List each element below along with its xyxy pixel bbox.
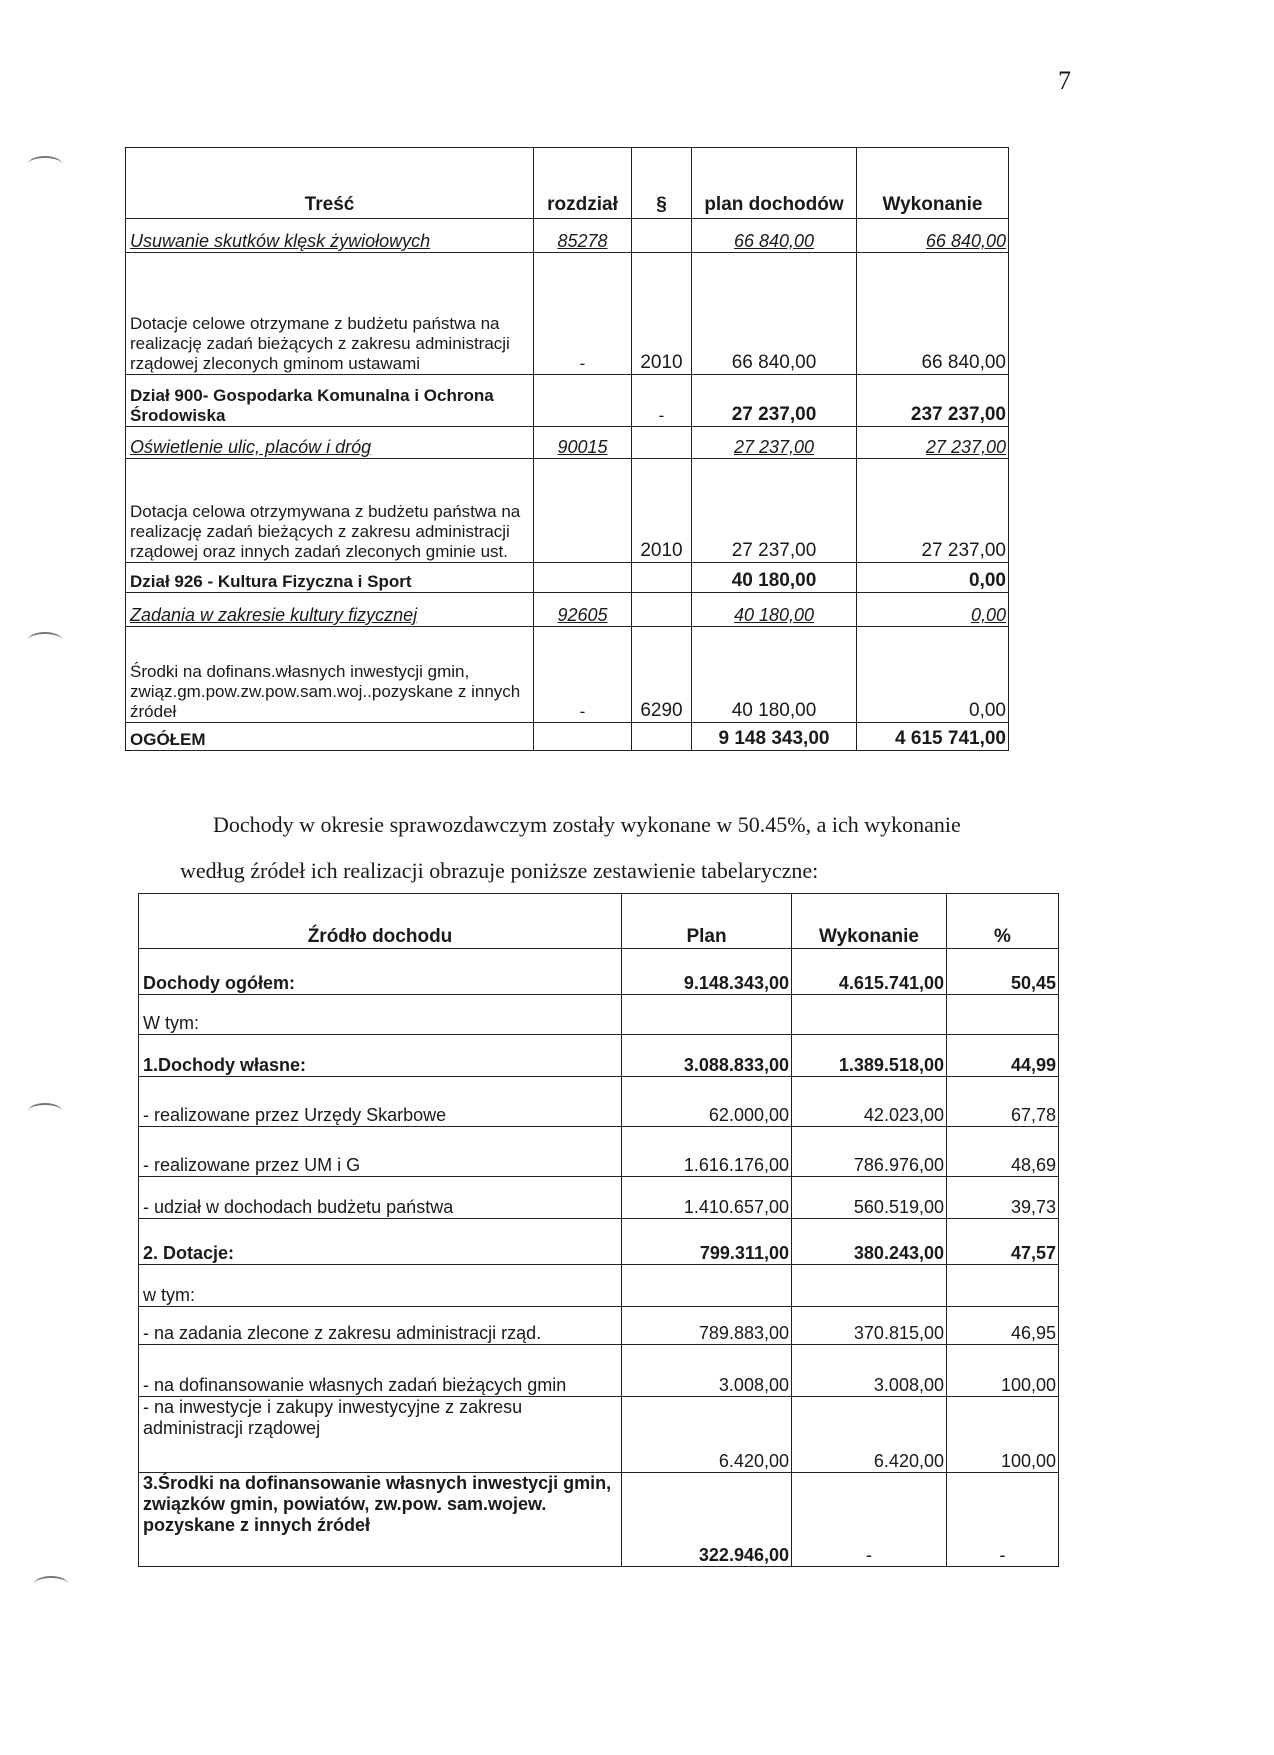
row-procent: 39,73 — [947, 1177, 1059, 1219]
row-wykonanie: 0,00 — [857, 627, 1009, 723]
header-procent: % — [947, 894, 1059, 949]
table-row — [126, 627, 1009, 723]
row-plan — [622, 1265, 792, 1307]
row-procent: 44,99 — [947, 1035, 1059, 1077]
row-plan: 66 840,00 — [692, 253, 857, 375]
row-wykonanie: 4 615 741,00 — [857, 723, 1009, 751]
row-zrodlo: W tym: — [139, 995, 622, 1035]
row-tresc: Oświetlenie ulic, placów i dróg — [126, 427, 534, 459]
row-tresc: Dział 926 - Kultura Fizyczna i Sport — [126, 563, 534, 593]
row-zrodlo: Dochody ogółem: — [139, 949, 622, 995]
binder-mark — [28, 632, 62, 648]
row-wykonanie — [792, 995, 947, 1035]
row-procent: 47,57 — [947, 1219, 1059, 1265]
row-rozdzial: - — [534, 627, 632, 723]
row-zrodlo: 2. Dotacje: — [139, 1219, 622, 1265]
row-plan: 9.148.343,00 — [622, 949, 792, 995]
table-total-row — [126, 723, 1009, 751]
page-number: 7 — [1058, 66, 1071, 95]
row-paragraf — [632, 593, 692, 627]
table-row — [126, 459, 1009, 563]
row-plan: 6.420,00 — [622, 1397, 792, 1473]
table-row — [139, 1177, 1059, 1219]
binder-mark — [28, 156, 62, 172]
table-row — [139, 1307, 1059, 1345]
row-wykonanie: 1.389.518,00 — [792, 1035, 947, 1077]
row-plan: 27 237,00 — [692, 375, 857, 427]
row-tresc: OGÓŁEM — [126, 723, 534, 751]
row-plan: 789.883,00 — [622, 1307, 792, 1345]
summary-paragraph-line-1: Dochody w okresie sprawozdawczym zostały wykonane w 50.45%, a ich wykonanie — [213, 812, 961, 837]
row-wykonanie: 786.976,00 — [792, 1127, 947, 1177]
row-zrodlo: - na inwestycje i zakupy inwestycyjne z zakresu administracji rządowej — [139, 1397, 622, 1473]
row-rozdzial: 90015 — [534, 427, 632, 459]
table-header-row — [126, 148, 1009, 219]
table-row — [139, 1035, 1059, 1077]
row-plan: 40 180,00 — [692, 593, 857, 627]
table-row — [126, 253, 1009, 375]
binder-mark — [34, 1576, 68, 1592]
row-plan: 322.946,00 — [622, 1473, 792, 1567]
row-wykonanie: 4.615.741,00 — [792, 949, 947, 995]
row-rozdzial: 85278 — [534, 219, 632, 253]
row-wykonanie: 0,00 — [857, 563, 1009, 593]
row-wykonanie: 27 237,00 — [857, 459, 1009, 563]
row-procent: 46,95 — [947, 1307, 1059, 1345]
header-wykonanie: Wykonanie — [792, 894, 947, 949]
table-header-row — [139, 894, 1059, 949]
table-row — [139, 1219, 1059, 1265]
table-row — [126, 427, 1009, 459]
table-row — [126, 219, 1009, 253]
row-rozdzial — [534, 459, 632, 563]
table-row — [139, 949, 1059, 995]
binder-mark — [28, 1103, 62, 1119]
row-paragraf: 6290 — [632, 627, 692, 723]
header-plan: Plan — [622, 894, 792, 949]
row-wykonanie: 42.023,00 — [792, 1077, 947, 1127]
row-wykonanie: - — [792, 1473, 947, 1567]
row-paragraf — [632, 427, 692, 459]
row-procent: 48,69 — [947, 1127, 1059, 1177]
row-procent: 100,00 — [947, 1397, 1059, 1473]
row-zrodlo: 3.Środki na dofinansowanie własnych inwestycji gmin, związków gmin, powiatów, zw.pow. sam.wojew. pozyskane z innych źródeł — [139, 1473, 622, 1567]
row-plan: 40 180,00 — [692, 627, 857, 723]
row-wykonanie: 0,00 — [857, 593, 1009, 627]
income-sources-table — [138, 893, 1059, 1567]
row-zrodlo: - realizowane przez UM i G — [139, 1127, 622, 1177]
row-paragraf: 2010 — [632, 253, 692, 375]
row-wykonanie: 380.243,00 — [792, 1219, 947, 1265]
row-tresc: Dotacja celowa otrzymywana z budżetu państwa na realizację zadań bieżących z zakresu administracji rządowej oraz innych zadań zleconych gminie ust. — [126, 459, 534, 563]
row-plan: 27 237,00 — [692, 427, 857, 459]
row-rozdzial — [534, 375, 632, 427]
row-tresc: Środki na dofinans.własnych inwestycji gmin, związ.gm.pow.zw.pow.sam.woj..pozyskane z innych źródeł — [126, 627, 534, 723]
row-plan: 9 148 343,00 — [692, 723, 857, 751]
header-wykonanie: Wykonanie — [857, 148, 1009, 219]
summary-paragraph-line-2: według źródeł ich realizacji obrazuje poniższe zestawienie tabelaryczne: — [180, 858, 819, 883]
row-rozdzial: 92605 — [534, 593, 632, 627]
row-plan: 799.311,00 — [622, 1219, 792, 1265]
row-tresc: Usuwanie skutków klęsk żywiołowych — [126, 219, 534, 253]
row-zrodlo: w tym: — [139, 1265, 622, 1307]
header-plan: plan dochodów — [692, 148, 857, 219]
row-zrodlo: 1.Dochody własne: — [139, 1035, 622, 1077]
table-row — [139, 1077, 1059, 1127]
row-zrodlo: - realizowane przez Urzędy Skarbowe — [139, 1077, 622, 1127]
row-zrodlo: - udział w dochodach budżetu państwa — [139, 1177, 622, 1219]
row-paragraf — [632, 723, 692, 751]
row-procent — [947, 1265, 1059, 1307]
row-plan: 1.616.176,00 — [622, 1127, 792, 1177]
row-plan: 3.088.833,00 — [622, 1035, 792, 1077]
row-plan — [622, 995, 792, 1035]
row-wykonanie: 370.815,00 — [792, 1307, 947, 1345]
row-wykonanie — [792, 1265, 947, 1307]
row-wykonanie: 66 840,00 — [857, 219, 1009, 253]
table-row — [126, 593, 1009, 627]
row-paragraf — [632, 219, 692, 253]
table-row — [139, 1473, 1059, 1567]
header-paragraf: § — [632, 148, 692, 219]
budget-detail-table — [125, 147, 1009, 751]
row-procent: - — [947, 1473, 1059, 1567]
row-wykonanie: 6.420,00 — [792, 1397, 947, 1473]
row-tresc: Zadania w zakresie kultury fizycznej — [126, 593, 534, 627]
header-zrodlo: Źródło dochodu — [139, 894, 622, 949]
row-procent: 67,78 — [947, 1077, 1059, 1127]
header-tresc: Treść — [126, 148, 534, 219]
row-wykonanie: 27 237,00 — [857, 427, 1009, 459]
table-row — [139, 1397, 1059, 1473]
row-zrodlo: - na dofinansowanie własnych zadań bieżących gmin — [139, 1345, 622, 1397]
row-wykonanie: 560.519,00 — [792, 1177, 947, 1219]
table-row — [139, 995, 1059, 1035]
table-row — [139, 1345, 1059, 1397]
row-paragraf: - — [632, 375, 692, 427]
row-wykonanie: 237 237,00 — [857, 375, 1009, 427]
row-procent — [947, 995, 1059, 1035]
row-zrodlo: - na zadania zlecone z zakresu administracji rząd. — [139, 1307, 622, 1345]
row-plan: 1.410.657,00 — [622, 1177, 792, 1219]
row-plan: 62.000,00 — [622, 1077, 792, 1127]
row-wykonanie: 66 840,00 — [857, 253, 1009, 375]
table-row — [139, 1127, 1059, 1177]
row-plan: 40 180,00 — [692, 563, 857, 593]
row-plan: 3.008,00 — [622, 1345, 792, 1397]
row-paragraf — [632, 563, 692, 593]
header-rozdzial: rozdział — [534, 148, 632, 219]
table-row — [126, 375, 1009, 427]
row-rozdzial — [534, 723, 632, 751]
row-procent: 100,00 — [947, 1345, 1059, 1397]
row-plan: 66 840,00 — [692, 219, 857, 253]
row-rozdzial — [534, 563, 632, 593]
row-tresc: Dział 900- Gospodarka Komunalna i Ochrona Środowiska — [126, 375, 534, 427]
row-rozdzial: - — [534, 253, 632, 375]
row-plan: 27 237,00 — [692, 459, 857, 563]
row-paragraf: 2010 — [632, 459, 692, 563]
row-wykonanie: 3.008,00 — [792, 1345, 947, 1397]
row-tresc: Dotacje celowe otrzymane z budżetu państwa na realizację zadań bieżących z zakresu administracji rządowej zleconych gminom ustawami — [126, 253, 534, 375]
row-procent: 50,45 — [947, 949, 1059, 995]
table-row — [139, 1265, 1059, 1307]
table-row — [126, 563, 1009, 593]
